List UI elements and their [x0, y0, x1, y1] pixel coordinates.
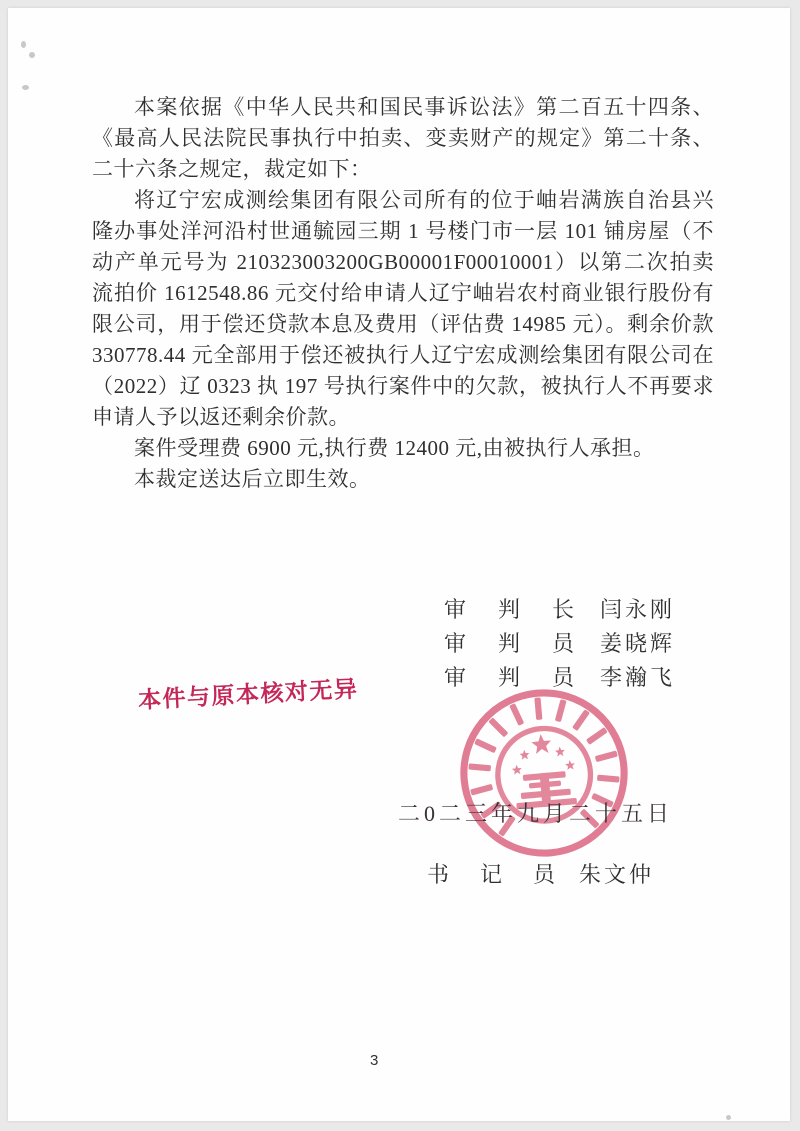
judge-name: 李瀚飞	[600, 665, 676, 690]
judge-role-label: 审判长	[444, 597, 574, 622]
paragraph-effectiveness: 本裁定送达后立即生效。	[134, 467, 371, 491]
judge-name: 姜晓辉	[600, 631, 676, 656]
clerk-name: 朱文仲	[579, 862, 655, 887]
page-number: 3	[370, 1052, 379, 1069]
judge-role-label: 审判员	[444, 631, 574, 656]
judge-name: 闫永刚	[600, 597, 676, 622]
clerk-role-label: 书记员	[427, 862, 555, 887]
official-court-seal	[448, 677, 641, 870]
document-page	[8, 8, 790, 1121]
scan-speck	[726, 1115, 731, 1120]
scan-speck	[21, 41, 26, 48]
paragraph-ruling-content: 将辽宁宏成测绘集团有限公司所有的位于岫岩满族自治县兴隆办事处洋河沿村世通毓园三期 1 号楼门市一层 101 铺房屋（不动产单元号为 210323003200GB00001F00010001）以第二次拍卖流拍价 1612548.86 元交付给申请人辽宁岫岩农村商业银行股份有限公司，用于偿还贷款本息及费用（评估费 14985 元）。剩余价款 330778.44 元全部用于偿还被执行人辽宁宏成测绘集团有限公司在（2022）辽 0323 执 197 号执行案件中的欠款，被执行人不再要求申请人予以返还剩余价款。	[92, 188, 714, 429]
clerk-line	[427, 858, 654, 889]
ruling-body	[92, 92, 714, 495]
signature-row-presiding-judge	[444, 593, 675, 627]
scan-speck	[29, 52, 35, 58]
judge-role-label: 审判员	[444, 665, 574, 690]
signature-block	[444, 593, 675, 695]
verification-stamp-text: 本件与原本核对无异	[137, 676, 359, 713]
scan-speck	[22, 85, 29, 90]
ruling-date: 二0二三年九月二十五日	[398, 801, 674, 826]
signature-row-judge-2	[444, 627, 675, 661]
paragraph-legal-basis: 本案依据《中华人民共和国民事诉讼法》第二百五十四条、《最高人民法院民事执行中拍卖、变卖财产的规定》第二十条、二十六条之规定，裁定如下：	[92, 95, 714, 181]
paragraph-fees: 案件受理费 6900 元,执行费 12400 元,由被执行人承担。	[134, 436, 655, 460]
